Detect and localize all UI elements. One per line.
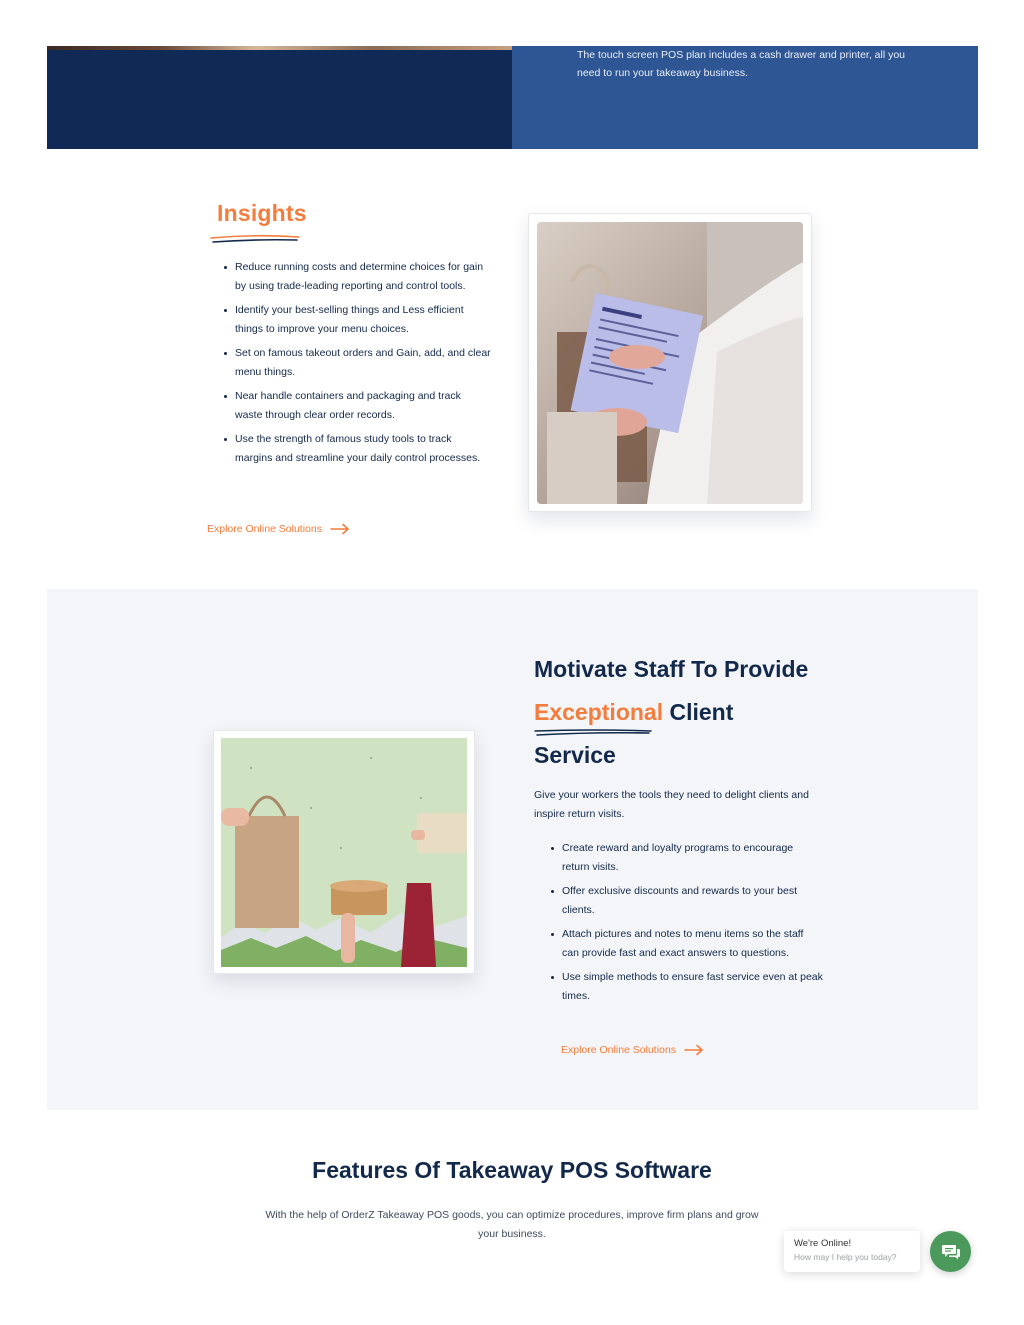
- motivate-heading-line3: Service: [534, 742, 616, 768]
- pos-plan-banner: [47, 46, 978, 149]
- link-label: Explore Online Solutions: [207, 523, 322, 535]
- chat-prompt: How may I help you today?: [794, 1252, 897, 1262]
- list-item: Create reward and loyalty programs to encourage return visits.: [548, 839, 823, 876]
- list-item: Attach pictures and notes to menu items so the staff can provide fast and exact answers to questions.: [548, 925, 823, 962]
- list-item: Near handle containers and packaging and track waste through clear order records.: [221, 387, 491, 424]
- motivate-bullet-list: [548, 839, 823, 1011]
- list-item: Identify your best-selling things and Less efficient things to improve your menu choices.: [221, 301, 491, 338]
- takeaway-bag-photo: [221, 738, 467, 967]
- insights-bullet-list: [221, 258, 491, 473]
- insights-heading: Insights: [217, 200, 307, 226]
- heading-underline-decoration: [209, 234, 301, 244]
- explore-online-solutions-link[interactable]: [207, 523, 350, 535]
- banner-text-panel: [512, 46, 978, 149]
- banner-image-panel: [47, 46, 512, 149]
- chat-icon: [941, 1243, 961, 1261]
- chat-status: We're Online!: [794, 1238, 852, 1249]
- list-item: Offer exclusive discounts and rewards to your best clients.: [548, 882, 823, 919]
- chat-launcher-button[interactable]: [930, 1231, 971, 1272]
- motivate-heading-accent: Exceptional: [534, 699, 664, 725]
- chat-greeting-bubble[interactable]: [784, 1231, 920, 1272]
- motivate-photo-card: [213, 730, 475, 974]
- arrow-right-icon: [330, 523, 350, 535]
- motivate-heading-line2: Client: [669, 699, 734, 725]
- features-description: With the help of OrderZ Takeaway POS goods, you can optimize procedures, improve firm plans and grow your business.: [265, 1209, 759, 1240]
- receipt-photo: [537, 222, 803, 504]
- banner-photo-edge: [47, 46, 512, 50]
- link-label: Explore Online Solutions: [561, 1044, 676, 1056]
- list-item: Use simple methods to ensure fast service even at peak times.: [548, 968, 823, 1005]
- insights-photo-card: [528, 213, 812, 512]
- list-item: Reduce running costs and determine choices for gain by using trade-leading reporting and control tools.: [221, 258, 491, 295]
- features-heading: Features Of Takeaway POS Software: [312, 1157, 712, 1183]
- list-item: Set on famous takeout orders and Gain, add, and clear menu things.: [221, 344, 491, 381]
- list-item: Use the strength of famous study tools to track margins and streamline your daily control processes.: [221, 430, 491, 467]
- motivate-heading: [534, 648, 854, 777]
- motivate-description: Give your workers the tools they need to delight clients and inspire return visits.: [534, 789, 809, 820]
- motivate-heading-line1: Motivate Staff To Provide: [534, 656, 809, 682]
- pos-plan-description: The touch screen POS plan includes a cash drawer and printer, all you need to run your takeaway business.: [577, 49, 906, 79]
- explore-online-solutions-link[interactable]: [561, 1044, 704, 1056]
- arrow-right-icon: [684, 1044, 704, 1056]
- heading-underline-decoration: [533, 728, 653, 738]
